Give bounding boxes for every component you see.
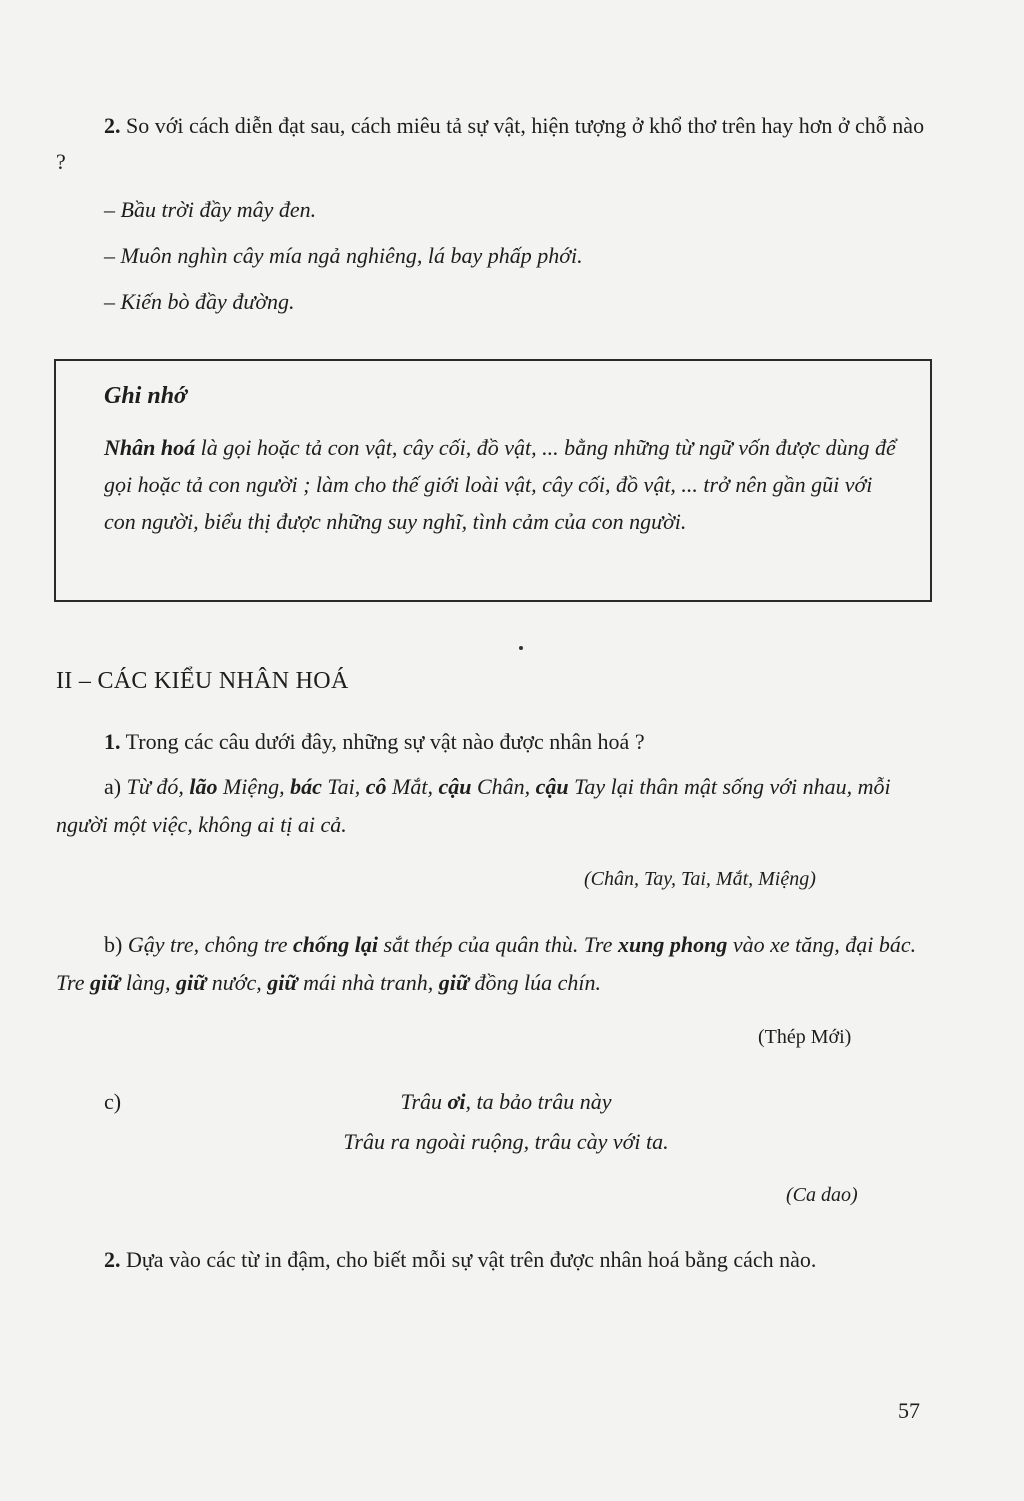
exercise-1b: b) Gậy tre, chông tre chống lại sắt thép của quân thù. Tre xung phong vào xe tăng, đại bác. Tre giữ làng, giữ nước, giữ mái nhà tranh, giữ đồng lúa chín. xyxy=(56,932,917,995)
ghi-nho-box xyxy=(54,359,932,602)
source-c: (Ca dao) xyxy=(786,1184,858,1206)
ghi-nho-text: là gọi hoặc tả con vật, cây cối, đồ vật, ... bằng những từ ngữ vốn được dùng để gọi hoặc tả con người ; làm cho thế giới loài vật, cây cối, đồ vật, ... trở nên gần gũi với con người, biểu thị được những suy nghĩ, tình cảm của con người. xyxy=(104,435,896,534)
exercise-1-number: 1. xyxy=(104,729,121,754)
poem-line-2: Trâu ra ngoài ruộng, trâu cày với ta. xyxy=(343,1129,669,1154)
poem-line-1: Trâu ơi, ta bảo trâu này xyxy=(400,1089,612,1114)
exercise-2-number: 2. xyxy=(104,1247,121,1272)
q2-item-1: – Bầu trời đầy mây đen. xyxy=(104,197,317,222)
exercise-2 xyxy=(56,1240,936,1280)
question-2 xyxy=(56,108,936,180)
source-a: (Chân, Tay, Tai, Mắt, Miệng) xyxy=(584,868,816,890)
exercise-1a: a) Từ đó, lão Miệng, bác Tai, cô Mắt, cậu Chân, cậu Tay lại thân mật sống với nhau, mỗi người một việc, không ai tị ai cả. xyxy=(56,774,891,837)
poem xyxy=(256,1082,756,1162)
ghi-nho-term: Nhân hoá xyxy=(104,435,196,460)
ghi-nho-title: Ghi nhớ xyxy=(104,383,187,409)
exercise-1-text: Trong các câu dưới đây, những sự vật nào được nhân hoá ? xyxy=(120,729,645,754)
q2-item-2: – Muôn nghìn cây mía ngả nghiêng, lá bay phấp phới. xyxy=(104,243,583,268)
exercise-2-text: Dựa vào các từ in đậm, cho biết mỗi sự vật trên được nhân hoá bằng cách nào. xyxy=(120,1247,817,1272)
exercise-1c-label: c) xyxy=(104,1089,122,1114)
source-b: (Thép Mới) xyxy=(758,1026,852,1048)
section-heading: II – CÁC KIỂU NHÂN HOÁ xyxy=(56,668,349,694)
page-number: 57 xyxy=(898,1398,920,1423)
question-2-text: So với cách diễn đạt sau, cách miêu tả sự vật, hiện tượng ở khổ thơ trên hay hơn ở chỗ nào ? xyxy=(56,113,925,174)
q2-item-3: – Kiến bò đầy đường. xyxy=(104,289,295,314)
ghi-nho-body xyxy=(104,429,904,540)
exercise-1 xyxy=(56,724,936,760)
question-2-number: 2. xyxy=(104,113,121,138)
print-speck xyxy=(519,646,523,650)
